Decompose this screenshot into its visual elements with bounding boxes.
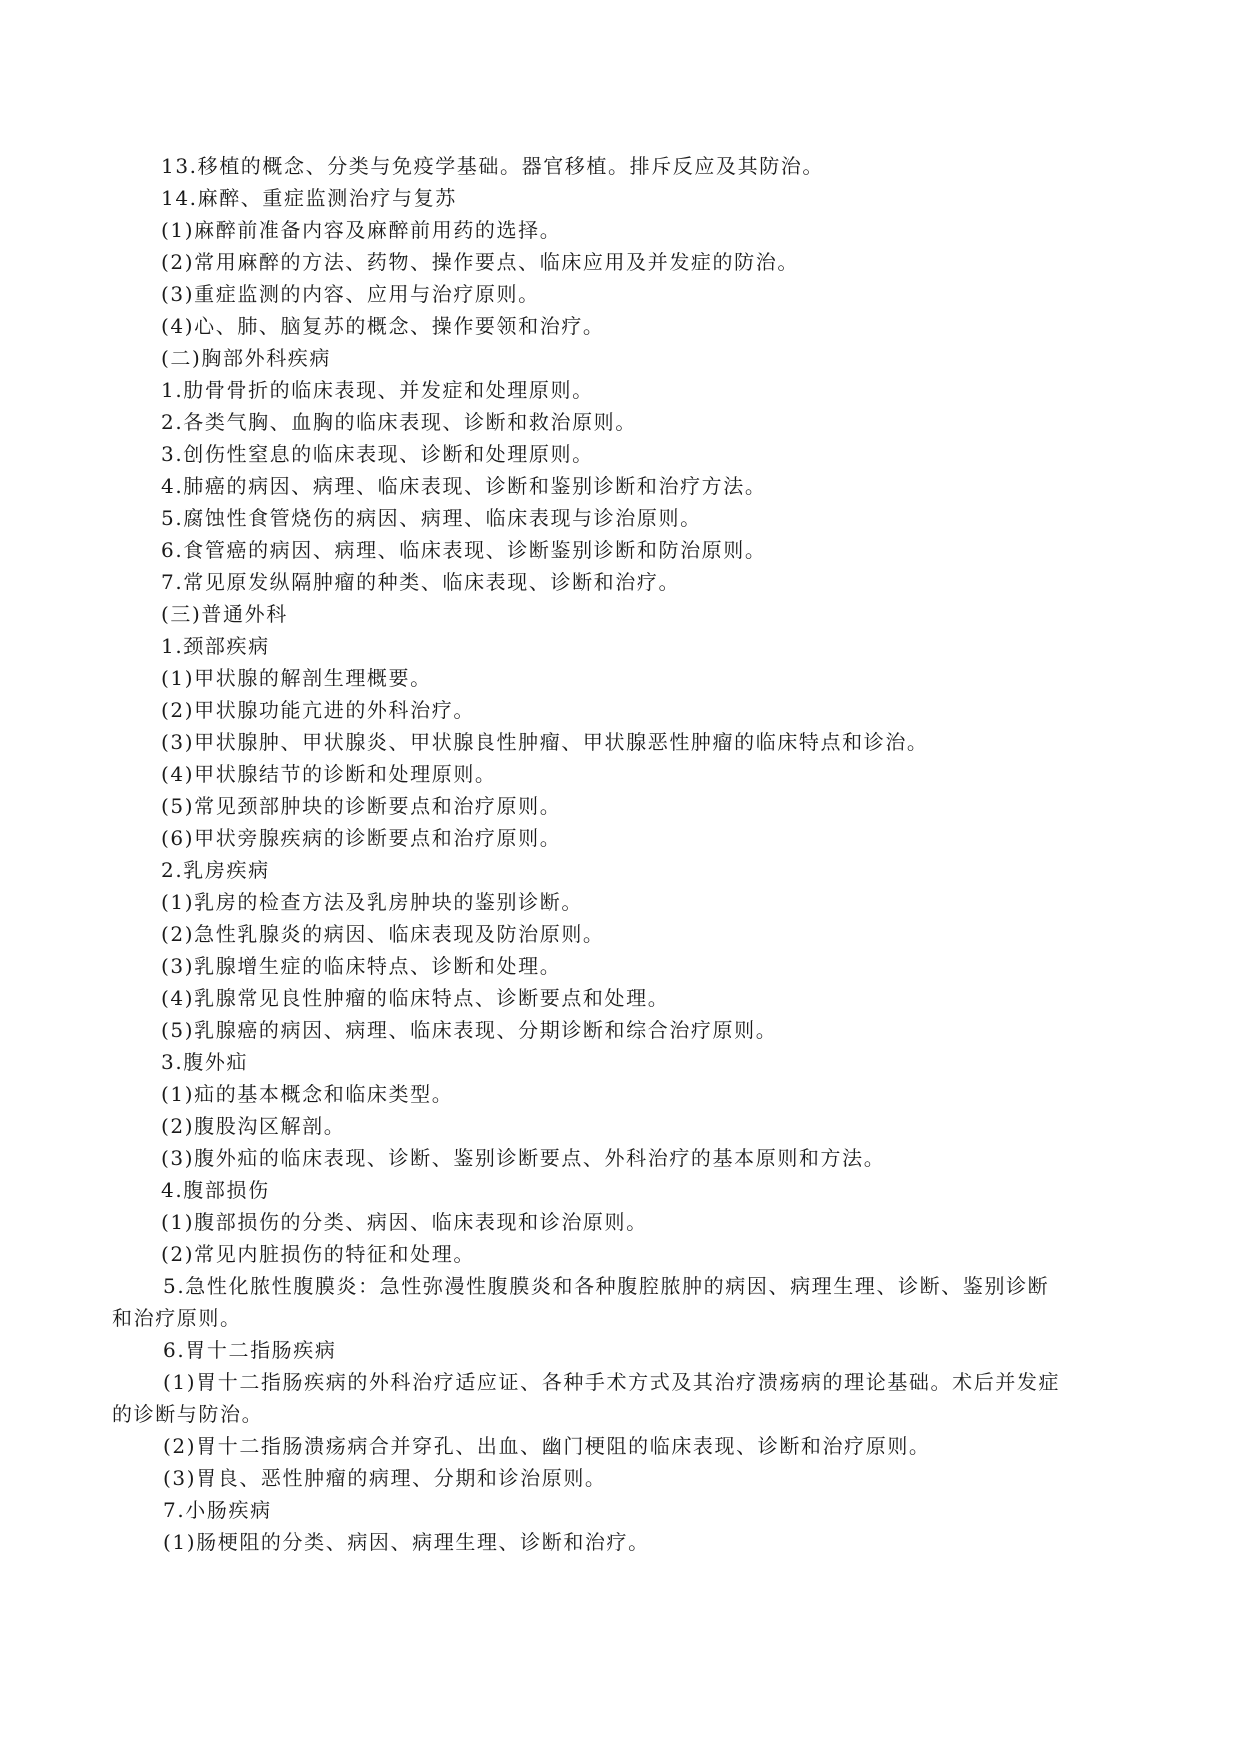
text-line: (5)乳腺癌的病因、病理、临床表现、分期诊断和综合治疗原则。: [161, 1018, 778, 1042]
text-line: (1)疝的基本概念和临床类型。: [161, 1082, 454, 1106]
text-line: 13.移植的概念、分类与免疫学基础。器官移植。排斥反应及其防治。: [161, 154, 825, 178]
text-line: 1.肋骨骨折的临床表现、并发症和处理原则。: [161, 378, 594, 402]
text-line: (4)心、肺、脑复苏的概念、操作要领和治疗。: [161, 314, 605, 338]
text-line: (3)腹外疝的临床表现、诊断、鉴别诊断要点、外科治疗的基本原则和方法。: [161, 1146, 886, 1170]
text-line: 7.常见原发纵隔肿瘤的种类、临床表现、诊断和治疗。: [161, 570, 681, 594]
text-line: (3)乳腺增生症的临床特点、诊断和处理。: [161, 954, 562, 978]
text-line: (5)常见颈部肿块的诊断要点和治疗原则。: [161, 794, 562, 818]
subsection-heading: 2.乳房疾病: [161, 858, 270, 882]
text-line: (3)重症监测的内容、应用与治疗原则。: [161, 282, 540, 306]
text-line: (1)胃十二指肠疾病的外科治疗适应证、各种手术方式及其治疗溃疡病的理论基础。术后并发症: [163, 1370, 1061, 1394]
subsection-heading: 7.小肠疾病: [163, 1498, 272, 1522]
subsection-heading: 6.胃十二指肠疾病: [163, 1338, 337, 1362]
subsection-heading: 3.腹外疝: [161, 1050, 249, 1074]
text-line: (1)肠梗阻的分类、病因、病理生理、诊断和治疗。: [163, 1530, 650, 1554]
text-line-continuation: 和治疗原则。: [112, 1306, 242, 1330]
subsection-heading: 4.腹部损伤: [161, 1178, 270, 1202]
text-line: 3.创伤性窒息的临床表现、诊断和处理原则。: [161, 442, 594, 466]
text-line: 5.急性化脓性腹膜炎：急性弥漫性腹膜炎和各种腹腔脓肿的病因、病理生理、诊断、鉴别诊断: [163, 1274, 1050, 1298]
text-line: (3)甲状腺肿、甲状腺炎、甲状腺良性肿瘤、甲状腺恶性肿瘤的临床特点和诊治。: [161, 730, 929, 754]
text-line: (1)麻醉前准备内容及麻醉前用药的选择。: [161, 218, 562, 242]
section-heading: (三)普通外科: [161, 602, 288, 626]
text-line: (1)甲状腺的解剖生理概要。: [161, 666, 432, 690]
text-line: (2)常见内脏损伤的特征和处理。: [161, 1242, 475, 1266]
text-line: (6)甲状旁腺疾病的诊断要点和治疗原则。: [161, 826, 562, 850]
text-line: (2)常用麻醉的方法、药物、操作要点、临床应用及并发症的防治。: [161, 250, 799, 274]
text-line: (2)胃十二指肠溃疡病合并穿孔、出血、幽门梗阻的临床表现、诊断和治疗原则。: [163, 1434, 931, 1458]
text-line: (1)乳房的检查方法及乳房肿块的鉴别诊断。: [161, 890, 583, 914]
text-line: (3)胃良、恶性肿瘤的病理、分期和诊治原则。: [163, 1466, 607, 1490]
text-line: 4.肺癌的病因、病理、临床表现、诊断和鉴别诊断和治疗方法。: [161, 474, 767, 498]
text-line: (2)腹股沟区解剖。: [161, 1114, 346, 1138]
text-line-continuation: 的诊断与防治。: [112, 1402, 264, 1426]
text-line: (4)甲状腺结节的诊断和处理原则。: [161, 762, 497, 786]
text-line: 6.食管癌的病因、病理、临床表现、诊断鉴别诊断和防治原则。: [161, 538, 767, 562]
subsection-heading: 1.颈部疾病: [161, 634, 270, 658]
text-line: 2.各类气胸、血胸的临床表现、诊断和救治原则。: [161, 410, 637, 434]
text-line: (2)甲状腺功能亢进的外科治疗。: [161, 698, 475, 722]
text-line: 14.麻醉、重症监测治疗与复苏: [161, 186, 457, 210]
section-heading: (二)胸部外科疾病: [161, 346, 332, 370]
text-line: (4)乳腺常见良性肿瘤的临床特点、诊断要点和处理。: [161, 986, 670, 1010]
text-line: (1)腹部损伤的分类、病因、临床表现和诊治原则。: [161, 1210, 648, 1234]
text-line: (2)急性乳腺炎的病因、临床表现及防治原则。: [161, 922, 605, 946]
text-line: 5.腐蚀性食管烧伤的病因、病理、临床表现与诊治原则。: [161, 506, 702, 530]
